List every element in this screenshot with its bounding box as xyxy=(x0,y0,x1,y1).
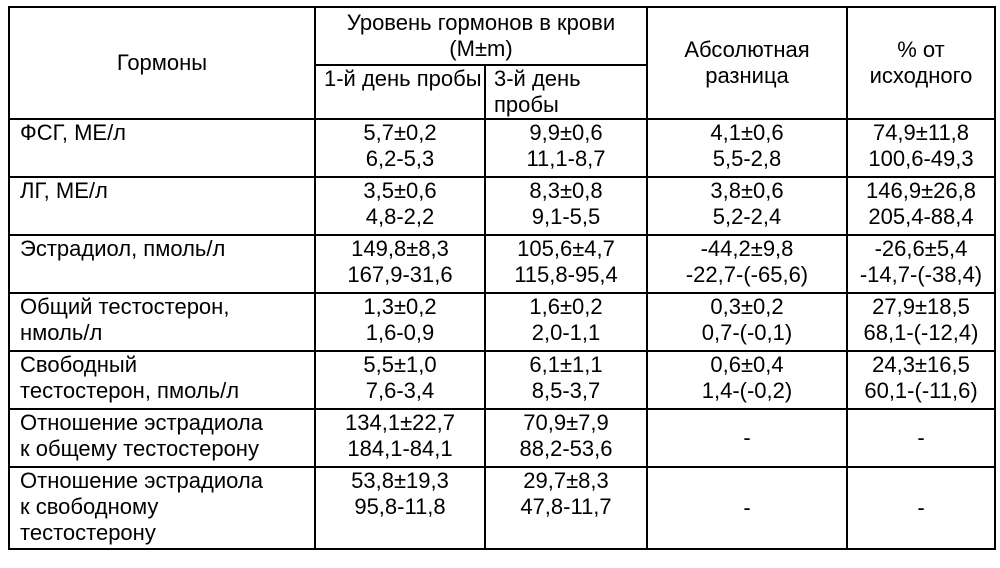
cell-day1 xyxy=(315,409,485,467)
header-abs-diff: Абсолютная разница xyxy=(647,7,847,119)
mean-value: 146,9±26,8 xyxy=(866,178,976,203)
cell-abs xyxy=(647,467,847,549)
mean-value: 27,9±18,5 xyxy=(872,294,970,319)
row-label-line: тестостерону xyxy=(20,520,156,545)
range-value: 60,1-(-11,6) xyxy=(864,378,978,403)
cell-abs xyxy=(647,409,847,467)
table-body xyxy=(9,119,995,549)
table-row xyxy=(9,293,995,351)
row-label-line: Отношение эстрадиола xyxy=(20,468,263,493)
range-value: 9,1-5,5 xyxy=(531,204,601,229)
header-level: Уровень гормонов в крови (M±m) xyxy=(315,7,647,65)
cell-day1 xyxy=(315,467,485,549)
header-day3: 3-й день пробы xyxy=(485,65,647,119)
mean-value: 3,5±0,6 xyxy=(363,178,437,203)
cell-day3 xyxy=(485,177,647,235)
range-value: 1,4-(-0,2) xyxy=(701,378,793,403)
mean-value: 6,1±1,1 xyxy=(529,352,603,377)
table-row xyxy=(9,351,995,409)
mean-value: -44,2±9,8 xyxy=(700,236,794,261)
hormone-table xyxy=(8,6,996,550)
range-value: 100,6-49,3 xyxy=(868,146,974,171)
cell-day1 xyxy=(315,119,485,177)
range-value: 115,8-95,4 xyxy=(514,262,618,287)
range-value: -14,7-(-38,4) xyxy=(859,262,983,287)
range-value: 184,1-84,1 xyxy=(347,436,453,461)
table-header-row xyxy=(9,7,995,65)
row-label-line: нмоль/л xyxy=(20,320,103,345)
cell-day1 xyxy=(315,351,485,409)
table-row xyxy=(9,235,995,293)
range-value: 0,7-(-0,1) xyxy=(701,320,793,345)
cell-day3 xyxy=(485,351,647,409)
range-value: 167,9-31,6 xyxy=(347,262,453,287)
row-label xyxy=(9,235,315,293)
cell-abs xyxy=(647,293,847,351)
cell-day3 xyxy=(485,235,647,293)
table-row xyxy=(9,467,995,549)
cell-day3 xyxy=(485,119,647,177)
mean-value: 105,6±4,7 xyxy=(517,236,615,261)
row-label-line: Свободный xyxy=(20,352,138,377)
mean-value: 1,6±0,2 xyxy=(529,294,603,319)
table-row xyxy=(9,119,995,177)
row-label-line: Общий тестостерон, xyxy=(20,294,230,319)
empty-dash: - xyxy=(917,425,925,450)
range-value: 1,6-0,9 xyxy=(365,320,435,345)
cell-pct xyxy=(847,409,995,467)
row-label-line: к свободному xyxy=(20,494,159,519)
mean-value: -26,6±5,4 xyxy=(874,236,968,261)
mean-value: 29,7±8,3 xyxy=(523,468,609,493)
cell-day3 xyxy=(485,467,647,549)
mean-value: 74,9±11,8 xyxy=(872,120,970,145)
header-pct: % от исходного xyxy=(847,7,995,119)
range-value: 5,2-2,4 xyxy=(712,204,782,229)
cell-pct xyxy=(847,177,995,235)
row-label-line: ЛГ, МЕ/л xyxy=(20,178,108,203)
row-label xyxy=(9,177,315,235)
empty-dash: - xyxy=(743,425,751,450)
cell-pct xyxy=(847,467,995,549)
range-value: 2,0-1,1 xyxy=(531,320,601,345)
cell-abs xyxy=(647,351,847,409)
cell-abs xyxy=(647,119,847,177)
range-value: 68,1-(-12,4) xyxy=(863,320,979,345)
range-value: 8,5-3,7 xyxy=(531,378,601,403)
cell-day3 xyxy=(485,293,647,351)
cell-day1 xyxy=(315,177,485,235)
range-value: 5,5-2,8 xyxy=(712,146,782,171)
range-value: 95,8-11,8 xyxy=(354,494,446,519)
mean-value: 0,6±0,4 xyxy=(710,352,784,377)
cell-day1 xyxy=(315,293,485,351)
range-value: 47,8-11,7 xyxy=(520,494,612,519)
mean-value: 8,3±0,8 xyxy=(529,178,603,203)
mean-value: 1,3±0,2 xyxy=(363,294,437,319)
cell-abs xyxy=(647,177,847,235)
range-value: 205,4-88,4 xyxy=(868,204,974,229)
row-label-line: Отношение эстрадиола xyxy=(20,410,263,435)
mean-value: 24,3±16,5 xyxy=(872,352,970,377)
mean-value: 9,9±0,6 xyxy=(529,120,603,145)
range-value: 11,1-8,7 xyxy=(526,146,606,171)
mean-value: 149,8±8,3 xyxy=(351,236,449,261)
table-row xyxy=(9,177,995,235)
cell-pct xyxy=(847,351,995,409)
range-value: 88,2-53,6 xyxy=(519,436,613,461)
row-label xyxy=(9,409,315,467)
empty-dash: - xyxy=(917,495,925,520)
cell-pct xyxy=(847,235,995,293)
mean-value: 4,1±0,6 xyxy=(710,120,784,145)
cell-pct xyxy=(847,293,995,351)
range-value: 4,8-2,2 xyxy=(365,204,435,229)
cell-pct xyxy=(847,119,995,177)
row-label xyxy=(9,293,315,351)
mean-value: 3,8±0,6 xyxy=(710,178,784,203)
range-value: 7,6-3,4 xyxy=(365,378,435,403)
header-hormones: Гормоны xyxy=(9,7,315,119)
cell-abs xyxy=(647,235,847,293)
range-value: -22,7-(-65,6) xyxy=(685,262,809,287)
row-label-line: к общему тестостерону xyxy=(20,436,259,461)
mean-value: 5,5±1,0 xyxy=(363,352,437,377)
row-label-line: Эстрадиол, пмоль/л xyxy=(20,236,226,261)
row-label-line: тестостерон, пмоль/л xyxy=(20,378,240,403)
mean-value: 5,7±0,2 xyxy=(363,120,437,145)
cell-day3 xyxy=(485,409,647,467)
row-label xyxy=(9,467,315,549)
row-label-line: ФСГ, МЕ/л xyxy=(20,120,127,145)
empty-dash: - xyxy=(743,495,751,520)
row-label xyxy=(9,119,315,177)
header-day1: 1-й день пробы xyxy=(315,65,485,119)
mean-value: 134,1±22,7 xyxy=(345,410,455,435)
range-value: 6,2-5,3 xyxy=(365,146,435,171)
table-row xyxy=(9,409,995,467)
mean-value: 0,3±0,2 xyxy=(710,294,784,319)
row-label xyxy=(9,351,315,409)
mean-value: 53,8±19,3 xyxy=(351,468,449,493)
mean-value: 70,9±7,9 xyxy=(523,410,609,435)
cell-day1 xyxy=(315,235,485,293)
